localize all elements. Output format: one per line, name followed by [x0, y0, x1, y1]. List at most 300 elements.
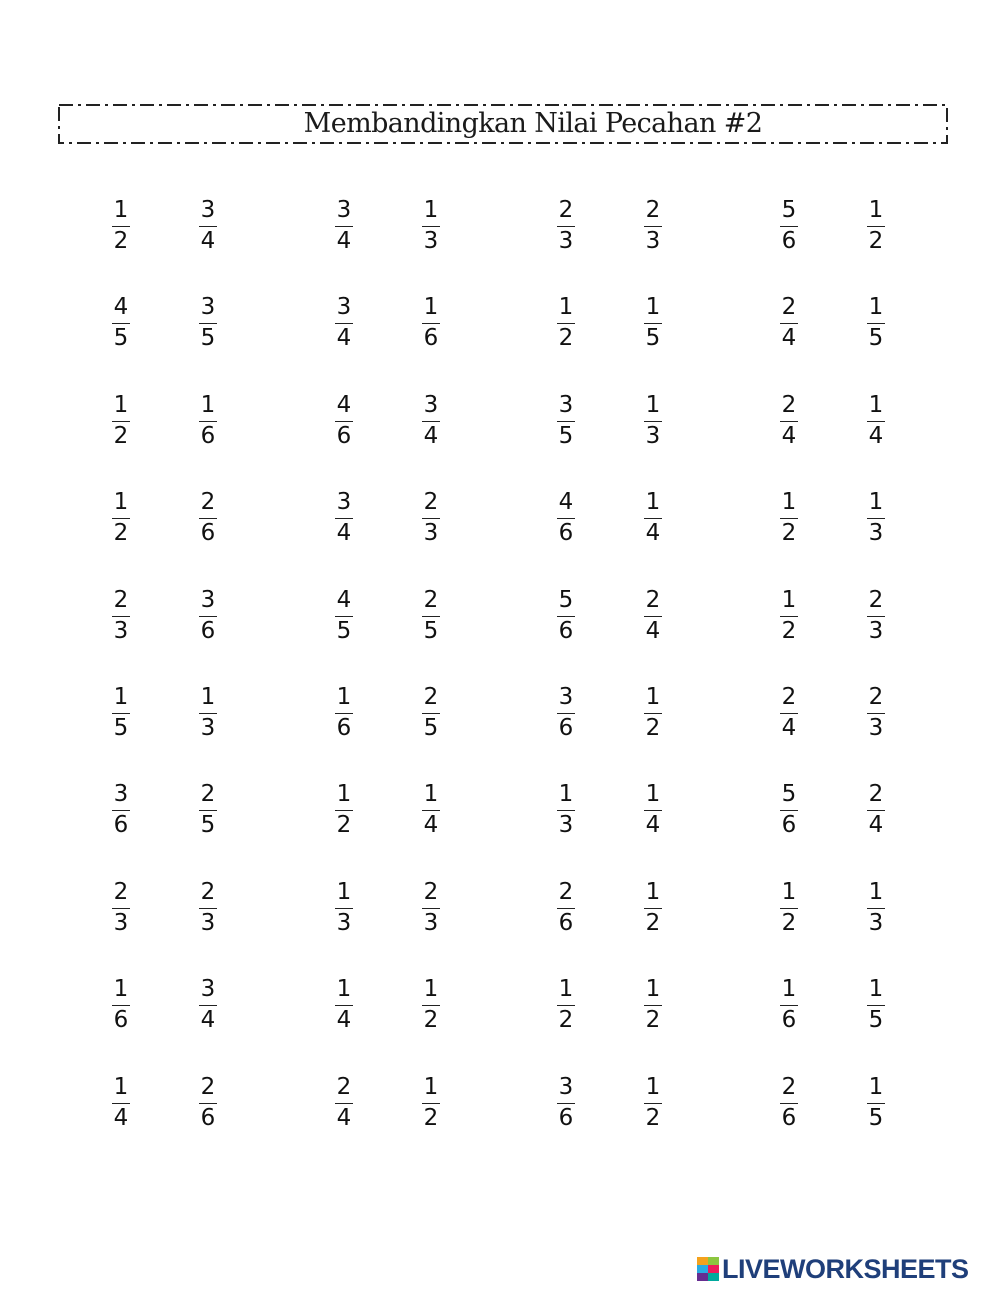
- liveworksheets-logo: [697, 1254, 969, 1284]
- fraction-denominator: 4: [645, 520, 661, 546]
- fraction-bar: [557, 908, 575, 909]
- fraction: [329, 1074, 359, 1134]
- fraction-denominator: 6: [558, 520, 574, 546]
- fraction-bar: [422, 713, 440, 714]
- fraction-bar: [335, 421, 353, 422]
- logo-block: [697, 1257, 708, 1265]
- fraction-bar: [644, 713, 662, 714]
- fraction-bar: [422, 810, 440, 811]
- fraction: [551, 781, 581, 841]
- fraction-denominator: 2: [868, 228, 884, 254]
- fraction-bar: [557, 226, 575, 227]
- fraction-denominator: 4: [200, 1007, 216, 1033]
- fraction-numerator: 1: [645, 976, 661, 1002]
- fraction-denominator: 2: [558, 1007, 574, 1033]
- fraction-numerator: 1: [558, 294, 574, 320]
- fraction: [193, 781, 223, 841]
- fraction-bar: [335, 616, 353, 617]
- fraction: [861, 587, 891, 647]
- fraction-denominator: 3: [645, 228, 661, 254]
- fraction: [638, 489, 668, 549]
- fraction-denominator: 6: [200, 1105, 216, 1131]
- fraction-bar: [112, 421, 130, 422]
- fraction: [416, 294, 446, 354]
- fraction-numerator: 1: [781, 489, 797, 515]
- fraction-denominator: 6: [558, 715, 574, 741]
- fraction-bar: [422, 421, 440, 422]
- fraction-denominator: 5: [113, 715, 129, 741]
- fraction-denominator: 3: [336, 910, 352, 936]
- fraction-bar: [557, 1005, 575, 1006]
- fraction-bar: [422, 518, 440, 519]
- fraction-bar: [644, 1005, 662, 1006]
- fraction-bar: [557, 518, 575, 519]
- fraction-denominator: 6: [113, 1007, 129, 1033]
- fraction-numerator: 1: [781, 587, 797, 613]
- fraction-denominator: 5: [200, 812, 216, 838]
- fraction: [861, 197, 891, 257]
- fraction-numerator: 3: [113, 781, 129, 807]
- fraction-bar: [867, 616, 885, 617]
- fraction-bar: [867, 1005, 885, 1006]
- fraction-bar: [422, 908, 440, 909]
- fraction: [329, 976, 359, 1036]
- fraction-bar: [199, 1103, 217, 1104]
- fraction-bar: [780, 1005, 798, 1006]
- fraction-denominator: 4: [336, 1105, 352, 1131]
- fraction-numerator: 2: [200, 879, 216, 905]
- fraction: [329, 781, 359, 841]
- fraction: [861, 392, 891, 452]
- fraction: [861, 879, 891, 939]
- fraction-numerator: 1: [868, 294, 884, 320]
- fraction: [551, 879, 581, 939]
- fraction: [551, 197, 581, 257]
- fraction-bar: [422, 226, 440, 227]
- fraction-bar: [867, 810, 885, 811]
- fraction-numerator: 1: [336, 976, 352, 1002]
- fraction-denominator: 6: [113, 812, 129, 838]
- fraction-bar: [199, 616, 217, 617]
- fraction-numerator: 2: [781, 392, 797, 418]
- fraction-numerator: 1: [781, 976, 797, 1002]
- fraction: [638, 294, 668, 354]
- fraction-bar: [557, 323, 575, 324]
- fraction-denominator: 3: [113, 910, 129, 936]
- fraction-numerator: 1: [868, 197, 884, 223]
- fraction: [416, 197, 446, 257]
- fraction-denominator: 2: [781, 520, 797, 546]
- fraction-bar: [644, 616, 662, 617]
- fraction-denominator: 6: [781, 228, 797, 254]
- fraction-denominator: 2: [645, 910, 661, 936]
- fraction-denominator: 4: [645, 812, 661, 838]
- fraction-numerator: 4: [558, 489, 574, 515]
- fraction-numerator: 2: [423, 879, 439, 905]
- fraction-denominator: 6: [336, 423, 352, 449]
- fraction: [638, 587, 668, 647]
- fraction-bar: [199, 518, 217, 519]
- fraction-denominator: 4: [200, 228, 216, 254]
- fraction-denominator: 5: [423, 618, 439, 644]
- fraction-numerator: 3: [336, 294, 352, 320]
- fraction: [416, 1074, 446, 1134]
- worksheet-title: Membandingkan Nilai Pecahan #2: [303, 108, 763, 139]
- fraction-numerator: 1: [558, 976, 574, 1002]
- fraction-bar: [557, 616, 575, 617]
- fraction-bar: [335, 1005, 353, 1006]
- fraction: [774, 684, 804, 744]
- fraction: [416, 489, 446, 549]
- fraction: [329, 879, 359, 939]
- logo-block: [708, 1273, 719, 1281]
- fraction-denominator: 4: [423, 812, 439, 838]
- fraction-bar: [644, 518, 662, 519]
- fraction-bar: [199, 1005, 217, 1006]
- fraction-denominator: 3: [558, 228, 574, 254]
- fraction-denominator: 6: [336, 715, 352, 741]
- fraction-denominator: 4: [645, 618, 661, 644]
- fraction: [774, 587, 804, 647]
- fraction: [551, 392, 581, 452]
- fraction: [551, 489, 581, 549]
- fraction-denominator: 2: [558, 325, 574, 351]
- fraction-numerator: 3: [558, 1074, 574, 1100]
- fraction: [106, 197, 136, 257]
- fraction-bar: [644, 908, 662, 909]
- fraction: [861, 489, 891, 549]
- fraction: [416, 587, 446, 647]
- fraction-numerator: 1: [781, 879, 797, 905]
- fraction-numerator: 2: [558, 879, 574, 905]
- fraction-bar: [557, 713, 575, 714]
- fraction: [329, 587, 359, 647]
- fraction-denominator: 6: [200, 618, 216, 644]
- fraction-denominator: 5: [868, 1105, 884, 1131]
- fraction-denominator: 2: [113, 228, 129, 254]
- fraction-denominator: 6: [781, 812, 797, 838]
- fraction-numerator: 3: [558, 392, 574, 418]
- fraction: [638, 976, 668, 1036]
- fraction-denominator: 3: [423, 520, 439, 546]
- fraction: [106, 294, 136, 354]
- fraction-denominator: 5: [558, 423, 574, 449]
- fraction-numerator: 2: [423, 587, 439, 613]
- fraction-bar: [780, 421, 798, 422]
- fraction-denominator: 5: [423, 715, 439, 741]
- fraction-numerator: 2: [781, 1074, 797, 1100]
- fraction: [329, 392, 359, 452]
- fraction-numerator: 1: [645, 489, 661, 515]
- fraction-numerator: 3: [200, 976, 216, 1002]
- fraction-bar: [112, 518, 130, 519]
- fraction: [774, 392, 804, 452]
- logo-block: [697, 1265, 708, 1273]
- fraction-bar: [335, 908, 353, 909]
- fraction-numerator: 3: [336, 489, 352, 515]
- fraction-bar: [644, 1103, 662, 1104]
- fraction: [416, 879, 446, 939]
- fraction-bar: [644, 810, 662, 811]
- fraction: [774, 197, 804, 257]
- fraction-bar: [199, 908, 217, 909]
- fraction-numerator: 2: [423, 489, 439, 515]
- fraction-denominator: 4: [423, 423, 439, 449]
- fraction-bar: [780, 810, 798, 811]
- fraction-numerator: 1: [558, 781, 574, 807]
- fraction-bar: [780, 713, 798, 714]
- fraction: [193, 976, 223, 1036]
- fraction-bar: [199, 421, 217, 422]
- fraction-numerator: 2: [336, 1074, 352, 1100]
- fraction-numerator: 3: [336, 197, 352, 223]
- fraction: [638, 197, 668, 257]
- fraction-bar: [867, 518, 885, 519]
- fraction-denominator: 2: [423, 1105, 439, 1131]
- fraction-numerator: 1: [868, 879, 884, 905]
- fraction-denominator: 3: [868, 910, 884, 936]
- fraction-bar: [112, 226, 130, 227]
- fraction: [638, 392, 668, 452]
- fraction-denominator: 3: [113, 618, 129, 644]
- fraction-denominator: 4: [336, 228, 352, 254]
- fraction-denominator: 3: [868, 520, 884, 546]
- fraction-bar: [335, 518, 353, 519]
- fraction-numerator: 1: [113, 489, 129, 515]
- fraction-numerator: 2: [868, 587, 884, 613]
- fraction-denominator: 5: [113, 325, 129, 351]
- fraction-denominator: 6: [558, 1105, 574, 1131]
- fraction: [193, 587, 223, 647]
- fraction-bar: [867, 421, 885, 422]
- fraction-denominator: 6: [781, 1105, 797, 1131]
- fraction: [193, 879, 223, 939]
- fraction-denominator: 4: [336, 325, 352, 351]
- fraction-bar: [780, 1103, 798, 1104]
- fraction-denominator: 3: [868, 618, 884, 644]
- fraction-numerator: 1: [113, 976, 129, 1002]
- fraction: [329, 684, 359, 744]
- fraction-numerator: 2: [113, 879, 129, 905]
- fraction-denominator: 6: [558, 618, 574, 644]
- fraction-denominator: 4: [113, 1105, 129, 1131]
- fraction-denominator: 2: [781, 910, 797, 936]
- fraction: [193, 294, 223, 354]
- fraction-bar: [112, 616, 130, 617]
- fraction-numerator: 1: [645, 392, 661, 418]
- fraction-numerator: 2: [423, 684, 439, 710]
- fraction: [861, 976, 891, 1036]
- fraction: [106, 392, 136, 452]
- fraction-bar: [780, 226, 798, 227]
- fraction-numerator: 1: [200, 392, 216, 418]
- fraction-numerator: 1: [423, 1074, 439, 1100]
- fraction-denominator: 5: [645, 325, 661, 351]
- fraction-numerator: 2: [200, 1074, 216, 1100]
- fraction-numerator: 1: [868, 489, 884, 515]
- fraction-numerator: 1: [336, 781, 352, 807]
- fraction-bar: [199, 713, 217, 714]
- fraction: [106, 1074, 136, 1134]
- fraction: [638, 684, 668, 744]
- fraction-bar: [422, 1005, 440, 1006]
- fraction-denominator: 2: [645, 1105, 661, 1131]
- fraction-bar: [644, 323, 662, 324]
- fraction-denominator: 3: [868, 715, 884, 741]
- fraction-denominator: 6: [200, 520, 216, 546]
- fraction-numerator: 3: [200, 294, 216, 320]
- fraction-bar: [867, 908, 885, 909]
- fraction: [106, 781, 136, 841]
- fraction: [193, 684, 223, 744]
- fraction-numerator: 1: [113, 392, 129, 418]
- fraction-numerator: 2: [200, 781, 216, 807]
- fraction-denominator: 2: [423, 1007, 439, 1033]
- fraction: [329, 197, 359, 257]
- fraction-bar: [199, 323, 217, 324]
- fraction-numerator: 1: [113, 1074, 129, 1100]
- fraction-denominator: 4: [336, 520, 352, 546]
- fraction: [106, 684, 136, 744]
- fraction-denominator: 6: [558, 910, 574, 936]
- fraction-denominator: 4: [781, 325, 797, 351]
- fraction-bar: [557, 421, 575, 422]
- fraction-numerator: 2: [113, 587, 129, 613]
- fraction: [551, 976, 581, 1036]
- fraction-numerator: 1: [113, 197, 129, 223]
- fraction-numerator: 1: [868, 1074, 884, 1100]
- fraction-numerator: 1: [645, 781, 661, 807]
- fraction-numerator: 5: [781, 781, 797, 807]
- fraction: [638, 879, 668, 939]
- fraction-numerator: 4: [113, 294, 129, 320]
- fraction-numerator: 4: [336, 392, 352, 418]
- fraction-numerator: 3: [200, 197, 216, 223]
- fraction-denominator: 5: [336, 618, 352, 644]
- fraction-denominator: 4: [868, 812, 884, 838]
- fraction-denominator: 2: [645, 715, 661, 741]
- fraction: [193, 197, 223, 257]
- fraction-numerator: 3: [200, 587, 216, 613]
- fraction-numerator: 3: [423, 392, 439, 418]
- fraction-denominator: 4: [781, 423, 797, 449]
- fraction: [106, 976, 136, 1036]
- fraction-denominator: 4: [781, 715, 797, 741]
- fraction-denominator: 5: [868, 1007, 884, 1033]
- fraction-numerator: 2: [781, 684, 797, 710]
- fraction-denominator: 2: [645, 1007, 661, 1033]
- fraction-bar: [422, 323, 440, 324]
- fraction: [638, 1074, 668, 1134]
- fraction: [774, 976, 804, 1036]
- fraction: [861, 684, 891, 744]
- fraction-bar: [780, 323, 798, 324]
- fraction: [329, 294, 359, 354]
- fraction: [193, 392, 223, 452]
- fraction-bar: [335, 226, 353, 227]
- fraction-denominator: 6: [423, 325, 439, 351]
- fraction: [193, 489, 223, 549]
- fraction-bar: [644, 226, 662, 227]
- fraction-numerator: 1: [645, 879, 661, 905]
- fraction-denominator: 2: [336, 812, 352, 838]
- fraction-bar: [780, 616, 798, 617]
- fraction-bar: [422, 1103, 440, 1104]
- fraction-denominator: 3: [200, 715, 216, 741]
- fraction: [106, 489, 136, 549]
- fraction-numerator: 1: [868, 976, 884, 1002]
- fraction-numerator: 5: [558, 587, 574, 613]
- fraction-denominator: 3: [558, 812, 574, 838]
- fraction-bar: [335, 810, 353, 811]
- liveworksheets-logo-icon: [697, 1257, 719, 1281]
- fraction-bar: [780, 908, 798, 909]
- fraction-denominator: 2: [113, 520, 129, 546]
- fraction-numerator: 1: [645, 1074, 661, 1100]
- fraction: [861, 781, 891, 841]
- fraction: [861, 1074, 891, 1134]
- fraction-numerator: 2: [645, 197, 661, 223]
- fraction-bar: [199, 226, 217, 227]
- fraction-numerator: 2: [781, 294, 797, 320]
- fraction-numerator: 1: [423, 294, 439, 320]
- fraction: [774, 294, 804, 354]
- fraction: [329, 489, 359, 549]
- fraction-bar: [867, 1103, 885, 1104]
- logo-text: LIVEWORKSHEETS: [722, 1253, 969, 1284]
- fraction-numerator: 5: [781, 197, 797, 223]
- fraction-bar: [335, 1103, 353, 1104]
- fraction-denominator: 6: [781, 1007, 797, 1033]
- fraction-bar: [335, 323, 353, 324]
- fraction-bar: [422, 616, 440, 617]
- fraction-denominator: 5: [200, 325, 216, 351]
- fraction-bar: [557, 1103, 575, 1104]
- fraction: [774, 781, 804, 841]
- fraction-bar: [644, 421, 662, 422]
- fraction-bar: [867, 713, 885, 714]
- fraction-denominator: 3: [423, 910, 439, 936]
- fraction-bar: [867, 323, 885, 324]
- fraction-bar: [335, 713, 353, 714]
- fraction-bar: [112, 810, 130, 811]
- logo-block: [708, 1257, 719, 1265]
- fraction-numerator: 1: [336, 879, 352, 905]
- fraction: [106, 879, 136, 939]
- fraction-numerator: 1: [336, 684, 352, 710]
- fraction-bar: [112, 1005, 130, 1006]
- fraction-numerator: 1: [423, 781, 439, 807]
- fraction: [416, 684, 446, 744]
- logo-block: [708, 1265, 719, 1273]
- fraction-numerator: 1: [113, 684, 129, 710]
- fraction-numerator: 1: [423, 197, 439, 223]
- fraction-numerator: 2: [200, 489, 216, 515]
- fraction-numerator: 1: [645, 684, 661, 710]
- fraction-bar: [112, 1103, 130, 1104]
- fraction-denominator: 2: [113, 423, 129, 449]
- fraction-numerator: 2: [558, 197, 574, 223]
- fraction: [416, 392, 446, 452]
- fraction-numerator: 1: [645, 294, 661, 320]
- fraction: [551, 684, 581, 744]
- fraction-denominator: 3: [423, 228, 439, 254]
- fraction-numerator: 2: [868, 684, 884, 710]
- fraction: [193, 1074, 223, 1134]
- fraction-numerator: 4: [336, 587, 352, 613]
- fraction-numerator: 1: [200, 684, 216, 710]
- fraction-bar: [557, 810, 575, 811]
